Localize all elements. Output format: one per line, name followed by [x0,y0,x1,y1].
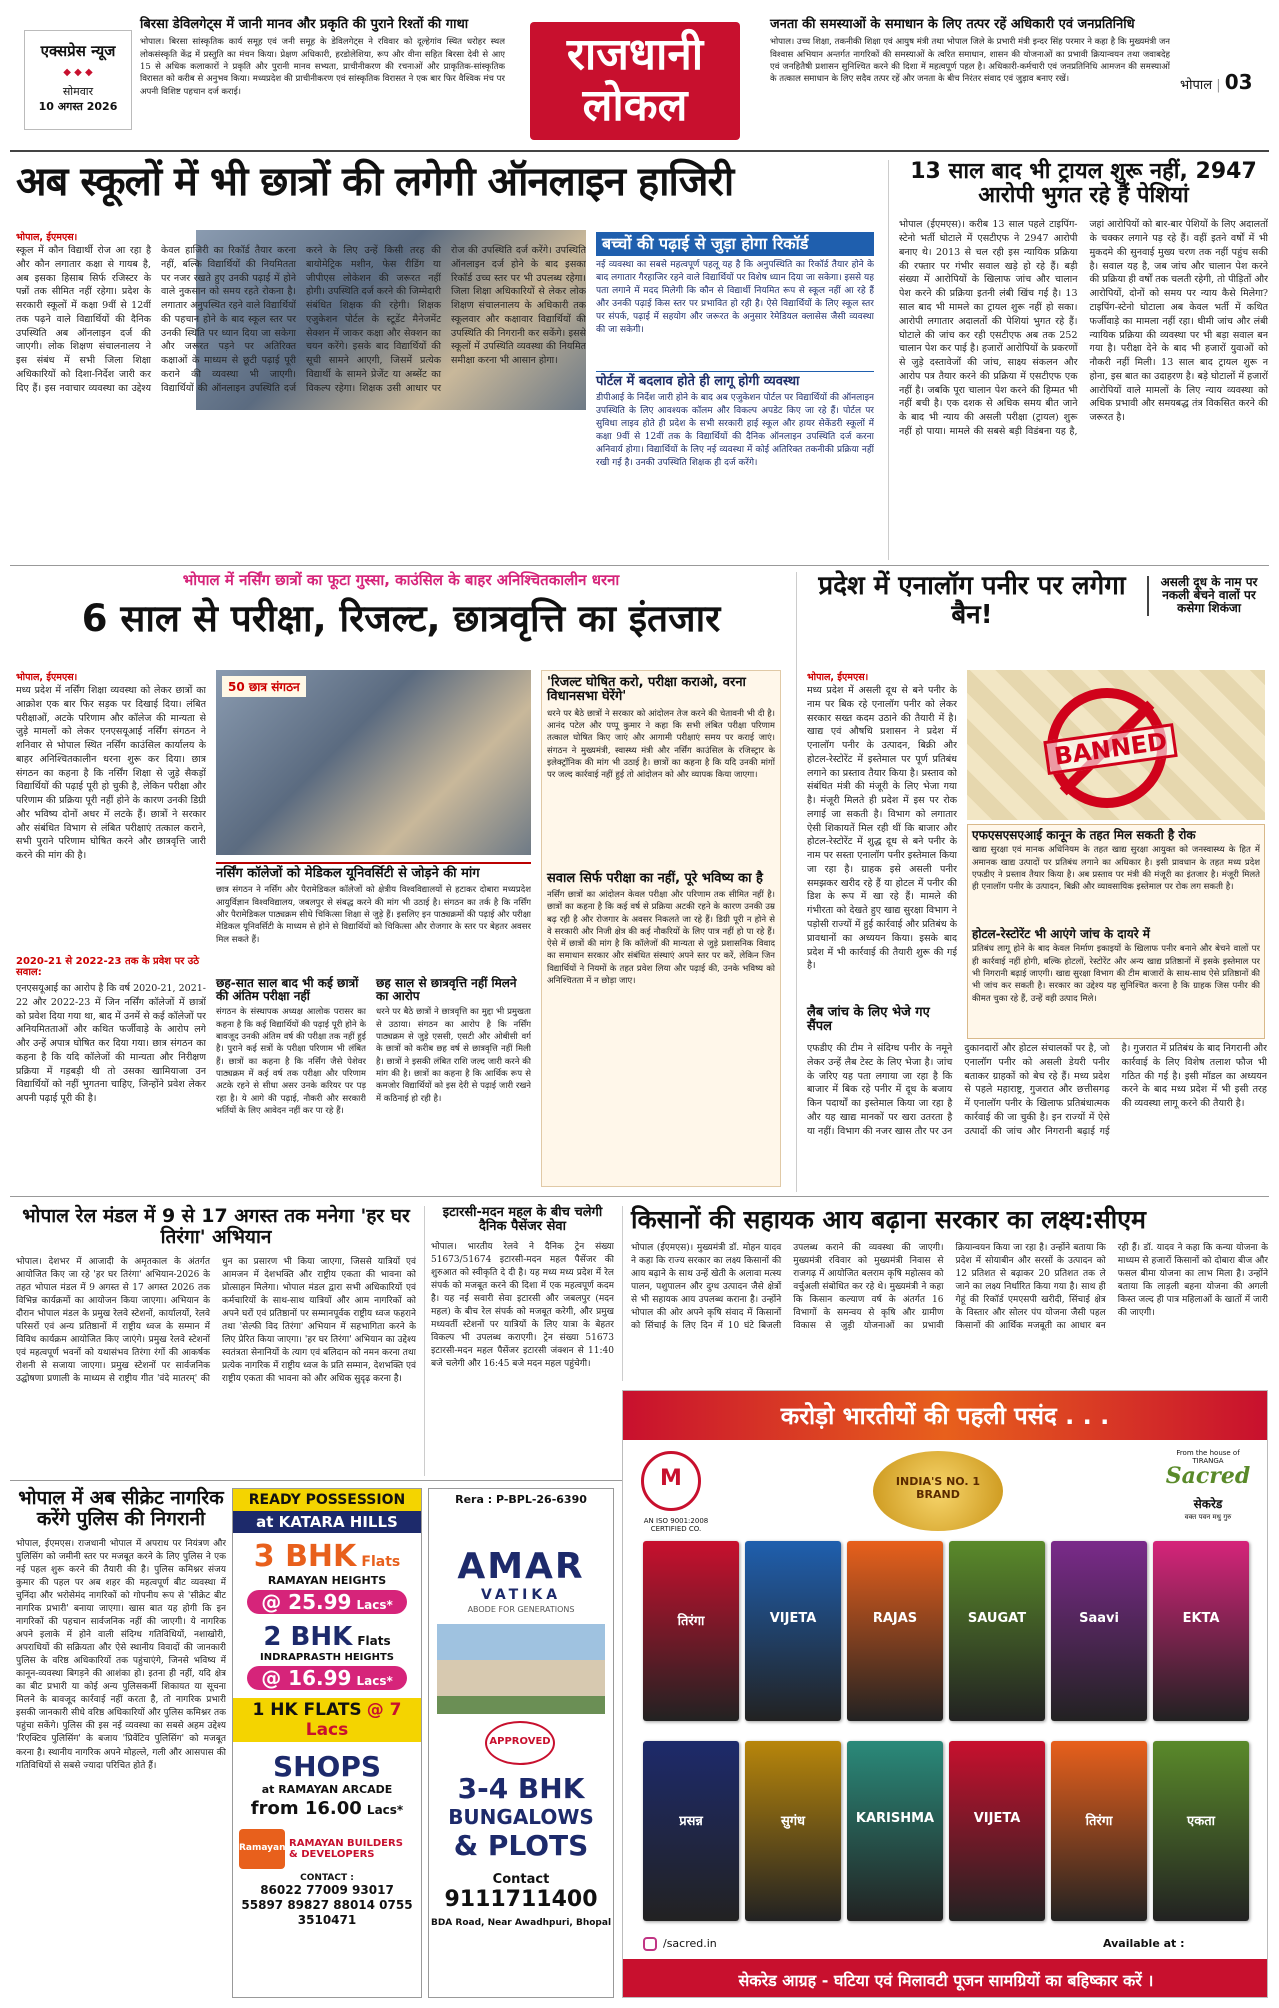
top-left-title: बिरसा डेविलगेट्स में जानी मानव और प्रकृति की पुराने रिश्तों की गाथा [140,17,469,32]
product-pack: तिरंगा [1051,1741,1147,1921]
ad-katara-l2: at KATARA HILLS [233,1511,421,1533]
paper-name: एक्सप्रेस न्यूज [40,42,116,60]
masthead [10,10,1269,148]
city: भोपाल [1180,78,1213,93]
ad-amar-h2: BUNGALOWS [448,1805,594,1829]
ad-amar-rera: Rera : P-BPL-26-6390 [455,1493,587,1506]
police-story [16,1488,226,1998]
page-number: 03 [1224,70,1253,94]
lead-box-body-2: डीपीआई के निर्देश जारी होने के बाद अब एजुकेशन पोर्टल पर विद्यार्थियों की ऑनलाइन उपस्थिति के लिए आवश्यक कॉलम और विकल्प अपडेट किए जा रहे हैं। पोर्टल पर सुविधा लाइव होते ही प्रदेश के सभी सरकारी हाई स्कूल और हायर सेकेंडरी स्कूलों में कक्षा 9वीं से 12वीं तक के विद्यार्थियों की दैनिक ऑनलाइन उपस्थिति दर्ज करना अनिवार्य होगा। विद्यार्थियों के लिए नई व्यवस्था में कोई अतिरिक्त तकनीकी प्रक्रिया नहीं रखी गई है। उनकी उपस्थिति शिक्षक ही दर्ज करेंगे। [596,392,874,469]
top-right-title: जनता की समस्याओं के समाधान के लिए तत्पर रहें अधिकारी एवं जनप्रतिनिधि [770,17,1135,32]
top-right-body: भोपाल। उच्च शिक्षा, तकनीकी शिक्षा एवं आयुष मंत्री तथा भोपाल जिले के प्रभारी मंत्री इन्दर सिंह परमार ने कहा है कि मुख्यमंत्री जन विश्वास अभियान अन्तर्गत नागरिकों की समस्याओं के त्वरित समाधान, शासन की योजनाओं का प्रभावी क्रियान्वयन तथा जवाबदेह एवं जनहितैषी प्रशासन सुनिश्चित करने की दिशा में महत्वपूर्ण पहल है। अधिकारी-कर्मचारी एवं जनप्रतिनिधि आमजन की समस्याओं के तत्काल समाधान के लिए सदैव तत्पर रहें और जनता के बीच निरंतर संवाद एवं जुड़ाव बनाए रखें। [770,37,1170,85]
product-pack: SAUGAT [949,1541,1045,1721]
top-left-body: भोपाल। बिरसा सांस्कृतिक कार्य समूह एवं जनी समूह के डेविलगेट्स ने रविवार को दूल्हेगांव स्थित धरोहर स्थल लोकसंस्कृति केंद्र में प्रस्तुति का मंचन किया। प्रेक्षण अधिकारी, हरडोलेशिया, रूप और वीना सहित बिरसा देवी से आए 15 से अधिक कलाकारों ने प्रकृति और पुरानी मानव सभ्यता, प्राचीनीकरण की रचनाओं और प्राकृतिक-सांस्कृतिक विरासत को करीब से अनुभव किया। मध्यप्रदेश की प्राचीनीकरण एवं सांस्कृतिक विरासत ने एक बार फिर वैश्विक मंच पर अपनी विशिष्ट पहचान दर्ज कराई। [140,37,505,97]
product-pack: एकता [1153,1741,1249,1921]
date: 10 अगस्त 2026 [38,100,118,113]
six-year-body: संगठन के संस्थापक अध्यक्ष आलोक परासर का कहना है कि कई विद्यार्थियों की पढ़ाई पूरी होने के बावजूद उनकी अंतिम वर्ष की परीक्षा तक नहीं हुई है। पुराने कई सत्रों के परीक्षा परिणाम भी लंबित हैं। छात्रों का कहना है कि नर्सिंग जैसे पेशेवर पाठ्यक्रम में कई वर्ष तक परीक्षा और परिणाम अटके रहने से सीधा असर उनके करियर पर पड़ रहा है। ये आगे की पढ़ाई, नौकरी और सरकारी भर्तियों के लिए आवेदन नहीं कर पा रहे हैं। [216,1007,366,1116]
top-right-story [770,18,1170,143]
hotel-title: होटल-रेस्टोरेंट भी आएंगे जांच के दायरे में [972,927,1150,942]
ad-katara-l1: READY POSSESSION [233,1489,421,1511]
lead-body: स्कूल में कौन विद्यार्थी रोज आ रहा है और कौन लगातार कक्षा से गायब है, अब इसका हिसाब सिर्फ रजिस्टर के पन्नों तक सीमित नहीं रहेगा। प्रदेश के सरकारी स्कूलों में कक्षा 9वीं से 12वीं तक पढ़ने वाले विद्यार्थियों की दैनिक उपस्थिति अब ऑनलाइन दर्ज की जाएगी। लोक शिक्षण संचालनालय ने इस संबंध में सभी जिला शिक्षा अधिकारियों को दिशा-निर्देश जारी कर दिए हैं। इस नवाचार व्यवस्था का उद्देश्य केवल हाजिरी का रिकॉर्ड तैयार करना नहीं, बल्कि विद्यार्थियों की नियमितता पर नजर रखते हुए उनकी पढ़ाई में होने वाले नुकसान को समय रहते रोकना है। लगातार अनुपस्थित रहने वाले विद्यार्थियों की पहचान होने के बाद स्कूल स्तर पर उनकी स्थिति पर ध्यान दिया जा सकेगा और जरूरत पड़ने पर अतिरिक्त कक्षाओं के माध्यम से छूटी पढ़ाई पूरी कराने की व्यवस्था भी जाएगी। विद्यार्थियों की ऑनलाइन उपस्थिति दर्ज करने के लिए उन्हें किसी तरह की बायोमेट्रिक मशीन, फेस रीडिंग या जीपीएस लोकेशन की जरूरत नहीं होगी। उपस्थिति दर्ज करने की जिम्मेदारी संबंधित शिक्षक की रहेगी। शिक्षक एजुकेशन पोर्टल के स्टूडेंट मैनेजमेंट सेक्शन में जाकर कक्षा और सेक्शन का चयन करेंगे। इसके बाद विद्यार्थियों की सूची सामने आएगी, जिसमें प्रत्येक विद्यार्थी के सामने प्रेजेंट या अब्सेंट का विकल्प रहेगा। शिक्षक उसी आधार पर रोज की उपस्थिति दर्ज करेंगे। उपस्थिति ऑनलाइन दर्ज होने के बाद इसका रिकॉर्ड उच्च स्तर पर भी उपलब्ध रहेगा। जिला शिक्षा अधिकारियों से लेकर लोक शिक्षण संचालनालय के अधिकारी तक स्कूलवार और कक्षावार विद्यार्थियों की उपस्थिति की निगरानी कर सकेंगे। इससे स्कूलों में उपस्थिति व्यवस्था की नियमित समीक्षा करना भी आसान होगा। [16,245,586,394]
ad-katara-phones: 86022 77009 93017 55897 89827 88014 0755 3510471 [241,1883,413,1927]
ad-katara-l11: at RAMAYAN ARCADE [261,1783,393,1796]
product-pack: RAJAS [847,1541,943,1721]
ad-agarbatti-from: From the house of TIRANGA [1176,1449,1240,1465]
ad-agarbatti-iso: AN ISO 9001:2008 CERTIFIED CO. [643,1517,709,1533]
lead-box [596,232,874,558]
lead-box-subtitle: पोर्टल में बदलाव होते ही लागू होगी व्यवस्था [596,371,874,389]
trial-body: भोपाल (ईएमएस)। करीब 13 साल पहले टाइपिंग-स्टेनो भर्ती घोटाले में एसटीएफ ने 2947 आरोपी बनाए थे। 2013 से चल रही इस न्यायिक प्रक्रिया की रफ्तार पर गंभीर सवाल खड़े हो रहे हैं। बड़ी संख्या में आरोपियों के खिलाफ जांच और चालान पेश करने की प्रक्रिया इतनी लंबी खिंच गई है। 13 साल बाद भी मामले का ट्रायल शुरू नहीं हो सका। आरोपी लगातार अदालतों की पेशियां भुगत रहे हैं। घोटाले की जांच कर रही एसटीएफ अब तक 252 चालान पेश कर पाई है। हजारों आरोपियों के प्रकरणों से जुड़े दस्तावेजों की जांच, साक्ष्य संकलन और आरोप पत्र तैयार करने की प्रक्रिया में एसटीएफ एक नहीं है। जबकि पूरा चालान पेश करने की हिम्मत भी नहीं बची है। एक दशक से अधिक समय बीत जाने के बाद भी न्याय की असली परीक्षा (ट्रायल) शुरू नहीं हो पाया। मामले की सबसे बड़ी विडंबना यह है, जहां आरोपियों को बार-बार पेशियों के लिए अदालतों के चक्कर लगाने पड़ रहे हैं। वहीं इतने वर्षों में भी मुकदमे की सुनवाई मुख्य चरण तक नहीं पहुंच सकी है। सवाल यह है, जब जांच और चालान पेश करने की प्रक्रिया ही वर्षों तक चलती रहेगी, तो पीड़ितों और आरोपियों, दोनों को समय पर न्याय कैसे मिलेगा? टाइपिंग-स्टेनो घोटाला अब केवल भर्ती में कथित फर्जीवाड़े का मामला नहीं रहा। धीमी जांच और लंबी न्यायिक प्रक्रिया की व्यवस्था पर भी बड़ा सवाल बन गया है। परीक्षा देने के बाद भी हजारों युवाओं को नौकरी नहीं मिली। 13 साल बाद ट्रायल शुरू न होना, इस बात का उदाहरण है। बड़े घोटालों में हजारों आरोपियों वाले मामलों के लिए न्याय व्यवस्था को अधिक प्रभावी और समयबद्ध तंत्र विकसित करने की जरूरत है। [899,219,1268,437]
ad-agarbatti-footer: सेकरेड आग्रह - घटिया एवं मिलावटी पूजन सामग्रियों का बहिष्कार करें । [623,1959,1268,1998]
rail-story [16,1206,416,1476]
product-pack: VIJETA [745,1541,841,1721]
divider-1 [10,565,1269,566]
section-title-box [530,22,740,140]
nursing-story [16,572,786,1192]
product-packs [643,1541,1249,1931]
police-headline: भोपाल में अब सीक्रेट नागरिक करेंगे पुलिस की निगरानी [18,1487,224,1530]
ad-katara-l3b: Flats [361,1554,401,1570]
itarsi-body: भोपाल। भारतीय रेलवे ने दैनिक ट्रेन संख्या 51673/51674 इटारसी-मदन महल पैसेंजर की शुरुआत को स्वीकृति दे दी है। यह मध्य मध्य प्रदेश में रेल संपर्क को मजबूत करने की दिशा में एक महत्वपूर्ण कदम है। यह नई सवारी सेवा इटारसी और जबलपुर (मदन महल) के बीच रेल संपर्क को मजबूत करेगी, और प्रमुख मध्यवर्ती स्टेशनों पर यात्रियों के लिए यात्रा के बेहतर विकल्प भी उपलब्ध कराएगी। ट्रेन संख्या 51673 इटारसी-मदन महल पैसेंजर इटारसी जंक्शन से 11:40 बजे चलेगी और 16:45 बजे मदन महल पहुंचेगी। [431,1241,614,1370]
quote-body-2: नर्सिंग छात्रों का आंदोलन केवल परीक्षा और परिणाम तक सीमित नहीं है। छात्रों का कहना है कि कई वर्ष से प्रक्रिया अटकी रहने के कारण उनकी उम्र बढ़ रही है और रोजगार के अवसर निकलते जा रहे हैं। डिग्री पूरी न होने से वे सरकारी और निजी क्षेत्र की कई नौकरियों के लिए पात्र नहीं हो पा रहे हैं। ऐसे में छात्रों की मांग है कि कॉलेजों की मान्यता से जुड़े प्रशासनिक विवाद का समाधान सरकार और संबंधित संस्थाएं अपने स्तर पर करें, लेकिन जिन विद्यार्थियों ने नियमों के तहत प्रवेश लिया और पढ़ाई की, उनके भविष्य को अनिश्चितता में न छोड़ा जाए। [547,889,775,987]
ad-katara-l12: from 16.00 [250,1798,362,1819]
ad-katara-l8b: Lacs* [356,1674,393,1688]
nursing-kicker: भोपाल में नर्सिंग छात्रों का फूटा गुस्सा, काउंसिल के बाहर अनिश्चितकालीन धरना [182,571,620,589]
medical-title: नर्सिंग कॉलेजों को मेडिकल यूनिवर्सिटी से जोड़ने की मांग [216,866,480,881]
ad-katara-l9: 1 HK FLATS [252,1700,362,1720]
ad-katara-l8: @ 16.99 [261,1666,352,1690]
kisan-headline: किसानों की सहायक आय बढ़ाना सरकार का लक्ष्य:सीएम [631,1205,1146,1234]
lead-dateline: भोपाल, ईएमएस। [16,232,78,243]
quote-subtitle: सवाल सिर्फ परीक्षा का नहीं, पूरे भविष्य का है [547,870,763,886]
quote-title: 'रिजल्ट घोषित करो, परीक्षा कराओ, वरना विधानसभा घेरेंगे' [547,675,746,705]
nursing-body: मध्य प्रदेश में नर्सिंग शिक्षा व्यवस्था को लेकर छात्रों का आक्रोश एक बार फिर सड़क पर दिखाई दिया। लंबित परीक्षाओं, अटके परिणाम और कॉलेज की मान्यता से जुड़े मामलों को लेकर एनएसयूआई नर्सिंग संगठन ने शनिवार से भोपाल स्थित नर्सिंग काउंसिल कार्यालय के बाहर अनिश्चितकालीन धरना शुरू कर दिया। छात्र संगठन का कहना है कि नर्सिंग शिक्षा से जुड़े सैकड़ों विद्यार्थियों की पढ़ाई पूरी हो चुकी है, लेकिन परीक्षा और परिणाम की प्रक्रिया पूरी नहीं होने के कारण उनकी डिग्री और भविष्य दोनों अधर में लटके हैं। छात्रों ने सरकार और संबंधित विभाग से लंबित परीक्षाएं तत्काल कराने, सभी पुराने परिणाम घोषित करने और छात्रवृत्ति जारी करने की मांग की है। [16,685,206,862]
top-left-story [140,18,505,143]
itarsi-headline: इटारसी-मदन महल के बीच चलेगी दैनिक पैसेंजर सेवा [442,1205,603,1235]
section-title: राजधानी लोकल [566,29,704,131]
ad-agarbatti [622,1390,1268,1998]
nursing-dateline: भोपाल, ईएमएस। [16,672,78,683]
itarsi-story [424,1206,614,1476]
six-year-title: छह-सात साल बाद भी कई छात्रों की अंतिम परीक्षा नहीं [216,976,359,1004]
ad-agarbatti-brand-sub: सेकरेड [1193,1497,1223,1511]
page-marker: भोपाल | 03 [1180,70,1253,94]
product-pack: KARISHMA [847,1741,943,1921]
protest-photo [216,670,531,855]
diamond-icon: ◆ ◆ ◆ [63,67,93,78]
banned-photo [967,670,1265,820]
lab-subtitle: लैब जांच के लिए भेजे गए सैंपल [807,1005,930,1035]
ad-amar-addr: BDA Road, Near Awadhpuri, Bhopal [430,1918,612,1928]
quote-body: धरने पर बैठे छात्रों ने सरकार को आंदोलन तेज करने की चेतावनी भी दी है। आनंद पटेल और पप्पू कुमार ने कहा कि सभी लंबित परीक्षा परिणाम तत्काल घोषित किए जाएं और आगामी परीक्षाएं समय पर कराई जाएं। संगठन ने मुख्यमंत्री, स्वास्थ्य मंत्री और नर्सिंग काउंसिल के रजिस्ट्रार के इलेक्ट्रॉनिक की मांग भी उठाई है। छात्रों का कहना है कि यदि उनकी मांगों पर जल्द कार्रवाई नहीं हुई तो आंदोलन को और व्यापक किया जाएगा। [547,708,775,781]
lead-box-body: नई व्यवस्था का सबसे महत्वपूर्ण पहलू यह है कि अनुपस्थिति का रिकॉर्ड तैयार होने के बाद लगातार गैरहाजिर रहने वाले विद्यार्थियों पर विशेष ध्यान दिया जा सकेगा। इससे यह पता लगाने में मदद मिलेगी कि कौन से विद्यार्थी नियमित रूप से स्कूल नहीं आ रहे हैं और उनकी पढ़ाई किस स्तर पर प्रभावित हो रही है। ऐसे विद्यार्थियों के लिए स्कूल स्तर पर संपर्क, पढ़ाई में सहयोग और जरूरत के अनुसार रेमेडियल क्लासेस जैसी व्यवस्था की जा सकेगी। [596,259,874,335]
divider-3 [10,1480,622,1481]
ad-amar-h1: 3-4 BHK [457,1772,585,1805]
nursing-body-1b: एनएसयूआई का आरोप है कि वर्ष 2020-21, 2021-22 और 2022-23 में जिन नर्सिंग कॉलेजों में छात्रों को प्रवेश दिया गया था, बाद में उनमें से कई कॉलेजों पर अनियमितताओं और कथित फर्जीवाड़े के आरोप लगे और उन्हें अपात्र घोषित कर दिया गया। छात्र संगठन का कहना है कि यदि कॉलेजों की मान्यता और निरीक्षण प्रक्रिया में गड़बड़ी थी तो उसका खामियाजा उन विद्यार्थियों को नहीं भुगतना चाहिए, जिन्होंने प्रवेश लेकर अपनी पढ़ाई पूरी की है। [16,983,206,1105]
ad-katara-l3: 3 BHK [253,1539,357,1574]
ad-katara-hills [232,1488,422,1998]
ad-agarbatti-brand-tag: वक्त पवन मधु गुरु [1184,1513,1232,1521]
ad-katara-l9b: @ 7 Lacs [305,1700,402,1740]
ad-agarbatti-available: Available at : [1103,1937,1185,1950]
product-pack: VIJETA [949,1741,1045,1921]
product-pack: सुगंध [745,1741,841,1921]
six-year-box [216,977,366,1187]
ramayan-logo: Ramayan [239,1829,285,1869]
approved-badge: APPROVED [485,1721,555,1765]
ad-amar-h3: & PLOTS [453,1829,589,1862]
hotel-body: प्रतिबंध लागू होने के बाद केवल निर्माण इकाइयों के खिलाफ पनीर बनाने और बेचने वालों पर ही कार्रवाई नहीं होगी, बल्कि होटलों, रेस्टोरेंट और अन्य खाद्य प्रतिष्ठानों में इसके इस्तेमाल पर भी निगरानी बढ़ाई जाएगी। खाद्य सुरक्षा विभाग की टीम बाजारों के साथ-साथ ऐसे प्रतिष्ठानों की भी जांच कर सकती है। सरकार का उद्देश्य यह सुनिश्चित करना है कि ग्राहक जिस पनीर की कीमत चुका रहे हैं, उन्हें वही उत्पाद मिले। [972,944,1260,1004]
ad-katara-l5b: Lacs* [356,1598,393,1612]
kisan-body: भोपाल (ईएमएस)। मुख्यमंत्री डॉ. मोहन यादव ने कहा कि राज्य सरकार का लक्ष्य किसानों की आय बढ़ाने के साथ उन्हें खेती के अलावा मत्स्य पालन, पशुपालन और दुग्ध उत्पादन जैसे क्षेत्रों से भी सहायक आय उपलब्ध कराना है। उन्होंने भोपाल की ओर अपने कृषि संवाद में किसानों को सिंचाई के लिए दिन में 10 घंटे बिजली उपलब्ध कराने की व्यवस्था की जाएगी। मुख्यमंत्री रविवार को मुख्यमंत्री निवास से राजगढ़ में आयोजित बलराम कृषि महोत्सव को वर्चुअली संबोधित कर रहे थे। मुख्यमंत्री ने कहा कि किसान कल्याण वर्ष के अंतर्गत 16 विभागों के समन्वय से कृषि और ग्रामीण विकास से जुड़ी योजनाओं का प्रभावी क्रियान्वयन किया जा रहा है। उन्होंने बताया कि प्रदेश में सोयाबीन और सरसों के उत्पादन को 12 प्रतिशत से बढ़ाकर 20 प्रतिशत तक ले जाने का लक्ष्य निर्धारित किया गया है। साथ ही गेहूं की रिकॉर्ड एमएसपी खरीदी, सिंचाई क्षेत्र के विस्तार और सोलर पंप योजना जैसी पहल किसानों की आर्थिक मजबूती का आधार बन रही हैं। डॉ. यादव ने कहा कि कन्या योजना के माध्यम से हजारों किसानों को दोबारा बीज और फसल बीमा योजना का लाभ मिला है। उन्होंने बताया कि लाड़ली बहना योजना की अगली किस्त जल्द ही पात्र महिलाओं के खातों में जारी की जाएगी। [631,1242,1268,1331]
day: सोमवार [62,85,94,98]
ad-katara-l6: 2 BHK [263,1622,353,1652]
scholarship-body: धरने पर बैठे छात्रों ने छात्रवृत्ति का मुद्दा भी प्रमुखता से उठाया। संगठन का आरोप है कि नर्सिंग पाठ्यक्रम से जुड़े एससी, एसटी और ओबीसी वर्ग के छात्रों को करीब छह वर्ष से छात्रवृत्ति नहीं मिली है। छात्रों ने इसकी लंबित राशि जल्द जारी करने की मांग की है। छात्रों का कहना है कि आर्थिक रूप से कमजोर विद्यार्थियों को इस देरी से पढ़ाई जारी रखने में कठिनाई हो रही है। [376,1007,531,1104]
medical-box [216,862,531,970]
ad-amar-phone: 9111711400 [444,1887,598,1912]
product-pack: EKTA [1153,1541,1249,1721]
masthead-divider [10,150,1269,152]
trial-headline: 13 साल बाद भी ट्रायल शुरू नहीं, 2947 आरोपी भुगत रहे हैं पेशियां [910,159,1257,209]
ad-amar-logo: AMAR [457,1546,585,1587]
lead-story [16,160,876,560]
ad-agarbatti-brand: Sacred [1165,1463,1251,1489]
lab-body: एफडीए की टीम ने संदिग्ध पनीर के नमूने लेकर उन्हें लैब टेस्ट के लिए भेजा है। जांच के जरिए यह पता लगाया जा रहा है कि बाजार में बिक रहे पनीर में दूध के बजाय किन पदार्थों का इस्तेमाल किया जा रहा है और यह खाद्य मानकों पर खरा उतरता है या नहीं। विभाग की नजर खास तौर पर उन दुकानदारों और होटल संचालकों पर है, जो एनालॉग पनीर को असली डेयरी पनीर बताकर ग्राहकों को बेच रहे हैं। मध्य प्रदेश से पहले महाराष्ट्र, गुजरात और छत्तीसगढ़ में एनालॉग पनीर के खिलाफ प्रतिबंधात्मक कार्रवाई की जा चुकी है। इन राज्यों में ऐसे उत्पादों की जांच और निगरानी बढ़ाई गई है। गुजरात में प्रतिबंध के बाद निगरानी और कार्रवाई के लिए विशेष तलाश फौज भी गठित की गई है। इसी मॉडल का अध्ययन करने के बाद मध्य प्रदेश में भी इसी तरह की व्यवस्था लागू करने की तैयारी है। [807,1043,1267,1137]
divider-2 [10,1196,1269,1197]
iso-logo: M [641,1451,701,1511]
ad-katara-dev: RAMAYAN BUILDERS & DEVELOPERS [289,1838,403,1860]
ad-katara-l12b: Lacs* [366,1803,404,1817]
product-pack: प्रसन्न [643,1741,739,1921]
ad-katara-l7: INDRAPRASTH HEIGHTS [260,1652,394,1663]
paneer-headline: प्रदेश में एनालॉग पनीर पर लगेगा बैन! [818,571,1126,630]
lead-box-title: बच्चों की पढ़ाई से जुड़ा होगा रिकॉर्ड [596,232,874,256]
ad-agarbatti-award: INDIA'S NO. 1 BRAND [873,1451,1003,1531]
masthead-paper-box [24,30,132,130]
ad-agarbatti-social: /sacred.in [663,1937,717,1950]
ad-amar-tag: ABODE FOR GENERATIONS [467,1605,575,1614]
paneer-story [796,572,1268,1192]
fssai-title: एफएसएसएआई कानून के तहत मिल सकती है रोक [972,828,1196,842]
instagram-icon [643,1937,657,1951]
lead-headline: अब स्कूलों में भी छात्रों की लगेगी ऑनलाइन हाजिरी [16,159,734,205]
ad-katara-l10: SHOPS [272,1750,382,1783]
paneer-side: असली दूध के नाम पर नकली बेचने वालों पर कसेगा शिकंजा [1147,576,1265,616]
rail-headline: भोपाल रेल मंडल में 9 से 17 अगस्त तक मनेगा 'हर घर तिरंगा' अभियान [22,1205,410,1248]
bungalow-photo [437,1624,605,1714]
paneer-body: मध्य प्रदेश में असली दूध से बने पनीर के नाम पर बिक रहे एनालॉग पनीर को लेकर सरकार सख्त कदम उठाने की तैयारी में है। खाद्य एवं औषधि प्रशासन ने प्रदेश में एनालॉग पनीर के उत्पादन, बिक्री और होटल-रेस्टोरेंट में इस्तेमाल पर पूर्ण प्रतिबंध लगाने का प्रस्ताव तैयार किया है। प्रस्ताव को संबंधित मंत्री की मंजूरी के लिए भेजा गया है। मंजूरी मिलते ही प्रदेश में इस पर रोक लगाई जा सकती है। विभाग को लगातार ऐसी शिकायतें मिल रही थीं कि बाजार और होटल-रेस्टोरेंट में शुद्ध दूध से बने पनीर के नाम पर सस्ता एनालॉग पनीर इस्तेमाल किया जा रहा है। ग्राहक इसे असली पनीर समझकर खरीद रहे हैं या होटल में पनीर की डिश के रूप में खा रहे हैं। मामले की गंभीरता को देखते हुए खाद्य सुरक्षा विभाग ने पड़ोसी राज्यों में हुई कार्रवाई और प्रतिबंध के प्रावधानों का अध्ययन किया। इसके बाद प्रदेश में भी कार्रवाई की तैयारी शुरू की गई है। [807,685,957,972]
police-body: भोपाल, ईएमएस। राजधानी भोपाल में अपराध पर नियंत्रण और पुलिसिंग को जमीनी स्तर पर मजबूत करने के लिए पुलिस ने एक नई पहल शुरू करने की तैयारी की है। पुलिस कमिश्नर संजय कुमार की पहल पर अब शहर की महत्वपूर्ण बीट व्यवस्था में चुनिंदा और भरोसेमंद नागरिकों को गोपनीय रूप से 'सीक्रेट बीट नागरिक प्रभारी' बनाया जाएगा। खास बात यह होगी कि इन नागरिकों की पहचान सार्वजनिक नहीं की जाएगी। ये नागरिक अपने इलाके में होने वाली संदिग्ध गतिविधियों, नशाखोरी, अपराधियों की सक्रियता और ऐसे स्थानीय विवादों की जानकारी पुलिस के वरिष्ठ अधिकारियों तक पहुंचाएंगे, जिनसे भविष्य में कानून-व्यवस्था बिगड़ने की आशंका हो। इतना ही नहीं, यदि क्षेत्र का बीट प्रभारी या कोई अन्य पुलिसकर्मी शिकायत या सूचना मिलने के बावजूद कार्रवाई नहीं करता है, तो नागरिक प्रभारी इसकी जानकारी सीधे वरिष्ठ अधिकारियों और पुलिस कमिश्नर तक पहुंचा सकेंगे। पुलिस की इस नई व्यवस्था का सबसे अहम उद्देश्य 'रिएक्टिव पुलिसिंग' के बजाय 'प्रिवेंटिव पुलिसिंग' को मजबूत करना है। स्थानीय नागरिक अपने मोहल्ले, गली और आसपास की गतिविधियों से सबसे ज्यादा परिचित होते हैं। [16,1538,226,1771]
product-pack: Saavi [1051,1541,1147,1721]
fssai-body: खाद्य सुरक्षा एवं मानक अधिनियम के तहत खाद्य सुरक्षा आयुक्त को जनस्वास्थ्य के हित में अमानक खाद्य उत्पादों पर प्रतिबंध लगाने का अधिकार है। इसी प्रावधान के तहत मध्य प्रदेश एफडीए ने प्रस्ताव तैयार किया है। अब प्रस्ताव पर मंत्री की मंजूरी का इंतजार है। मंजूरी मिलते ही एनालॉग पनीर के उत्पादन, बिक्री और व्यावसायिक इस्तेमाल पर रोक लग सकती है। [972,845,1260,893]
banned-stamp: BANNED [1043,723,1178,775]
ad-katara-l6b: Flats [357,1634,391,1648]
trial-story [888,160,1268,560]
ad-amar-contact: Contact [492,1872,550,1887]
nursing-headline: 6 साल से परीक्षा, रिजल्ट, छात्रवृत्ति का इंतजार [81,596,721,640]
scholarship-box [376,977,531,1187]
medical-body: छात्र संगठन ने नर्सिंग और पैरामेडिकल कॉलेजों को क्षेत्रीय विश्वविद्यालयों से हटाकर दोबारा मध्यप्रदेश आयुर्विज्ञान विश्वविद्यालय, जबलपुर से संबद्ध करने की मांग भी उठाई है। संगठन का तर्क है कि नर्सिंग और पैरामेडिकल पाठ्यक्रम सीधे चिकित्सा शिक्षा से जुड़े हैं। इसलिए इन पाठ्यक्रमों की पढ़ाई और परीक्षा मेडिकल यूनिवर्सिटी के माध्यम से होने से विद्यार्थियों को चिकित्सा और रोजगार के स्तर पर बेहतर अवसर मिल सकते हैं। [216,885,531,945]
ad-amar-logo2: VATIKA [480,1587,562,1603]
ad-katara-l4: RAMAYAN HEIGHTS [267,1574,387,1587]
kisan-story [622,1206,1268,1381]
ad-agarbatti-banner: करोड़ो भारतीयों की पहली पसंद . . . [623,1391,1267,1440]
nursing-sub-1: 2020-21 से 2022-23 तक के प्रवेश पर उठे सवाल: [16,956,200,978]
paneer-dateline: भोपाल, ईएमएस। [807,672,869,683]
rail-body: भोपाल। देशभर में आजादी के अमृतकाल के अंतर्गत आयोजित किए जा रहे 'हर घर तिरंगा' अभियान-2026 के तहत भोपाल मंडल में 9 अगस्त से 17 अगस्त 2026 तक विभिन्न कार्यक्रमों का आयोजन किया जाएगा। अभियान के दौरान भोपाल मंडल के प्रमुख रेलवे स्टेशनों, कार्यालयों, रेलवे परिसरों एवं अन्य प्रतिष्ठानों में राष्ट्रीय ध्वज के सम्मान में विविध कार्यक्रम आयोजित किए जाएंगे। प्रमुख रेलवे स्टेशनों एवं महत्वपूर्ण भवनों को यथासंभव तिरंगा रंगों की आकर्षक रोशनी से सजाया जाएगा। प्रमुख स्टेशनों पर सार्वजनिक उद्घोषणा प्रणाली के माध्यम से राष्ट्रीय गीत 'वंदे मातरम्' की धुन का प्रसारण भी किया जाएगा, जिससे यात्रियों एवं आमजन में देशभक्ति और राष्ट्रीय एकता की भावना को प्रोत्साहन मिलेगा। भोपाल मंडल द्वारा सभी अधिकारियों एवं कर्मचारियों के साथ-साथ यात्रियों और आम नागरिकों को अपने घरों एवं प्रतिष्ठानों पर सम्मानपूर्वक राष्ट्रीय ध्वज फहराने तथा 'सेल्फी विद तिरंगा' अभियान में सहभागिता करने के लिए प्रेरित किया जाएगा। 'हर घर तिरंगा' अभियान का उद्देश्य स्वतंत्रता सेनानियों के त्याग एवं बलिदान को नमन करना तथा प्रत्येक नागरिक में राष्ट्रीय ध्वज के प्रति सम्मान, देशभक्ति एवं राष्ट्रीय एकता की भावना को और अधिक सुदृढ़ करना है। [16,1256,416,1385]
ad-katara-l5: @ 25.99 [261,1590,352,1614]
product-pack: तिरंगा [643,1541,739,1721]
scholarship-title: छह साल से छात्रवृत्ति नहीं मिलने का आरोप [376,976,517,1004]
ad-amar-vatika [428,1488,614,1998]
quote-box [541,670,781,1187]
photo-banner: 50 छात्र संगठन [222,676,306,697]
fssai-box [967,824,1265,1039]
ad-katara-contact: CONTACT : [300,1873,354,1883]
